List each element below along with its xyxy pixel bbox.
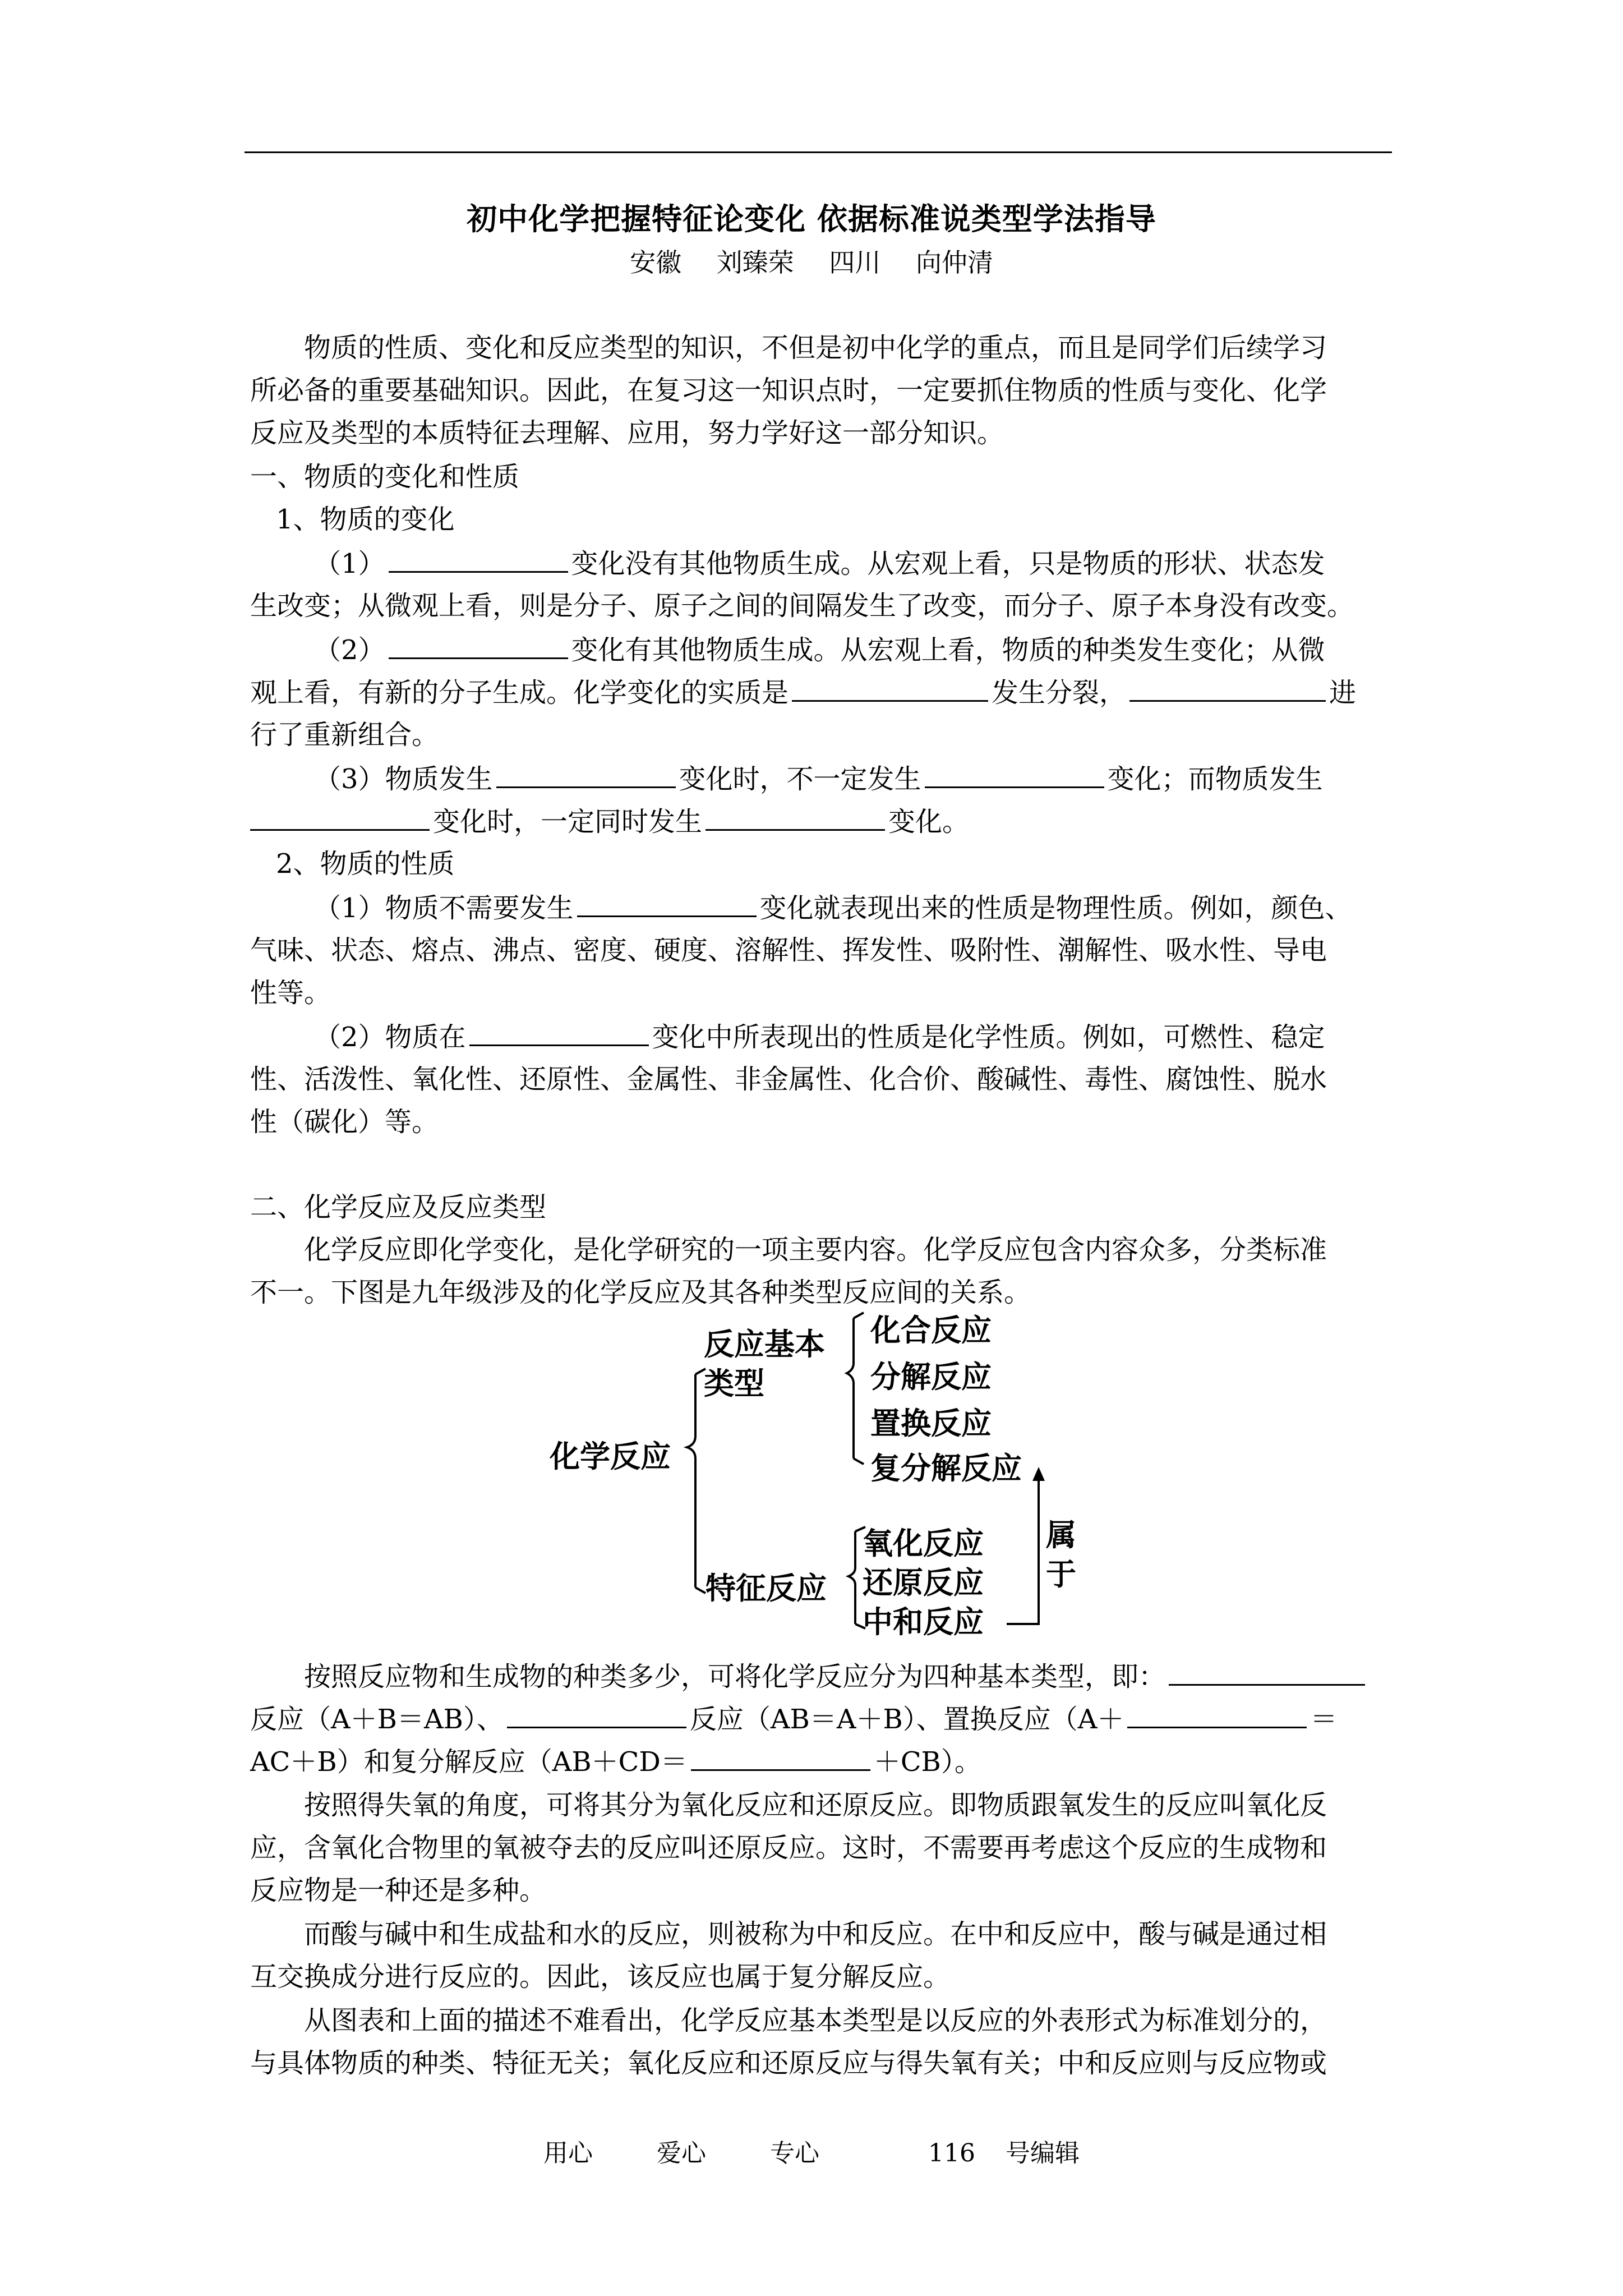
author-name-1: 刘臻荣: [716, 247, 794, 278]
author-name-2: 向仲清: [915, 247, 993, 278]
branch2-item-2: 还原反应: [863, 1565, 984, 1600]
blank: [507, 1702, 686, 1728]
blank: [925, 762, 1104, 788]
section1-heading: 一、物质的变化和性质: [250, 461, 520, 493]
para-2-line-2: 观上看，有新的分子生成。化学变化的实质是 发生分裂， 进: [250, 675, 1356, 710]
prop-2-line-1: （2）物质在 变化中所表现出的性质是化学性质。例如，可燃性、稳定: [314, 1020, 1325, 1054]
branch2-item-1: 氧化反应: [863, 1526, 984, 1561]
belong-label-1: 属: [1046, 1517, 1076, 1553]
section2-heading: 二、化学反应及反应类型: [250, 1191, 547, 1223]
blank: [1129, 675, 1326, 702]
prop-2-line-3: 性（碳化）等。: [250, 1106, 439, 1138]
blank: [706, 804, 885, 831]
blank: [389, 633, 568, 659]
sec2-para-5-line-1: 从图表和上面的描述不难看出，化学反应基本类型是以反应的外表形式为标准划分的，: [304, 2005, 1327, 2036]
belong-arrowhead: [1032, 1467, 1045, 1481]
blank: [389, 546, 568, 573]
sec2-para-3-line-2: 应，含氧化合物里的氧被夺去的反应叫还原反应。这时，不需要再考虑这个反应的生成物和: [250, 1832, 1327, 1864]
blank: [1127, 1702, 1307, 1728]
root-brace: [687, 1374, 695, 1588]
para-2-line-3: 行了重新组合。: [250, 719, 439, 751]
root-brace-tip-bottom: [695, 1588, 706, 1593]
para-3-line-1: （3）物质发生 变化时，不一定发生 变化；而物质发生: [314, 762, 1323, 796]
page-footer: [0, 2133, 1623, 2169]
intro-line-3: 反应及类型的本质特征去理解、应用，努力学好这一部分知识。: [250, 417, 1004, 449]
sec2-para-2-line-3: AC＋B）和复分解反应（AB＋CD＝ ＋CB）。: [250, 1745, 981, 1779]
sec2-para-4-line-2: 互交换成分进行反应的。因此，该反应也属于复分解反应。: [250, 1961, 951, 1993]
footer-text-2: 爱心: [657, 2139, 707, 2168]
footer-text-1: 用心: [543, 2139, 593, 2168]
prop-1-line-2: 气味、状态、熔点、沸点、密度、硬度、溶解性、挥发性、吸附性、潮解性、吸水性、导电: [250, 935, 1327, 966]
branch1-label-line2: 类型: [704, 1366, 764, 1401]
root-label: 化学反应: [550, 1439, 671, 1474]
sec2-para-3-line-1: 按照得失氧的角度，可将其分为氧化反应和还原反应。即物质跟氧发生的反应叫氧化反: [304, 1789, 1327, 1821]
branch1-item-4: 复分解反应: [870, 1451, 1022, 1486]
author-province-2: 四川: [829, 247, 881, 278]
belong-label-2: 于: [1046, 1557, 1076, 1592]
sec2-para-3-line-3: 反应物是一种还是多种。: [250, 1875, 547, 1906]
blank: [250, 804, 430, 831]
blank: [691, 1745, 870, 1771]
blank: [1169, 1659, 1365, 1686]
branch1-brace-tip-bottom: [854, 1458, 864, 1464]
intro-line-1: 物质的性质、变化和反应类型的知识，不但是初中化学的重点，而且是同学们后续学习: [304, 332, 1327, 364]
branch1-brace: [847, 1318, 854, 1458]
branch1-label-line1: 反应基本: [704, 1327, 825, 1362]
belong-arrow: [1007, 1478, 1039, 1624]
prop-1-line-3: 性等。: [250, 977, 331, 1009]
authors: [0, 242, 1623, 279]
blank: [469, 1020, 649, 1046]
para-1-line-1: （1） 变化没有其他物质生成。从宏观上看，只是物质的形状、状态发: [314, 546, 1325, 581]
sec2-para-2-line-2: 反应（A＋B＝AB）、 反应（AB＝A＋B）、置换反应（A＋ ＝: [250, 1702, 1337, 1736]
blank: [496, 762, 676, 788]
author-province-1: 安徽: [630, 247, 682, 278]
prop-2-line-2: 性、活泼性、氧化性、还原性、金属性、非金属性、化合价、酸碱性、毒性、腐蚀性、脱水: [250, 1064, 1327, 1095]
branch1-item-1: 化合反应: [870, 1313, 992, 1348]
header-rule: [245, 151, 1392, 153]
reaction-classification-diagram: [527, 1307, 1099, 1655]
branch2-item-3: 中和反应: [863, 1604, 984, 1640]
section1-sub2: 2、物质的性质: [276, 848, 455, 880]
prop-1-line-1: （1）物质不需要发生 变化就表现出来的性质是物理性质。例如，颜色、: [314, 891, 1352, 925]
sec2-para-5-line-2: 与具体物质的种类、特征无关；氧化反应和还原反应与得失氧有关；中和反应则与反应物或: [250, 2047, 1327, 2079]
intro-line-2: 所必备的重要基础知识。因此，在复习这一知识点时，一定要抓住物质的性质与变化、化学: [250, 375, 1327, 406]
branch1-item-3: 置换反应: [870, 1406, 992, 1441]
branch1-item-2: 分解反应: [870, 1359, 992, 1395]
blank: [577, 891, 757, 917]
sec2-para-2-line-1: 按照反应物和生成物的种类多少，可将化学反应分为四种基本类型，即：: [304, 1659, 1368, 1694]
footer-text-3: 专心: [770, 2139, 820, 2168]
document-title: 初中化学把握特征论变化 依据标准说类型学法指导: [467, 201, 1156, 237]
section1-sub1: 1、物质的变化: [276, 504, 455, 535]
sec2-para-1-line-2: 不一。下图是九年级涉及的化学反应及其各种类型反应间的关系。: [250, 1277, 1031, 1308]
para-1-line-2: 生改变；从微观上看，则是分子、原子之间的间隔发生了改变，而分子、原子本身没有改变。: [250, 590, 1354, 622]
para-3-line-2: 变化时，一定同时发生 变化。: [250, 804, 969, 839]
branch2-brace: [849, 1531, 855, 1624]
sec2-para-1-line-1: 化学反应即化学变化，是化学研究的一项主要内容。化学反应包含内容众多，分类标准: [304, 1234, 1327, 1266]
branch2-label: 特征反应: [706, 1571, 827, 1606]
footer-editor: 116 号编辑: [928, 2139, 1080, 2168]
branch1-brace-tip-top: [854, 1313, 864, 1318]
blank: [792, 675, 988, 702]
sec2-para-4-line-1: 而酸与碱中和生成盐和水的反应，则被称为中和反应。在中和反应中，酸与碱是通过相: [304, 1918, 1327, 1950]
para-2-line-1: （2） 变化有其他物质生成。从宏观上看，物质的种类发生变化；从微: [314, 633, 1325, 667]
